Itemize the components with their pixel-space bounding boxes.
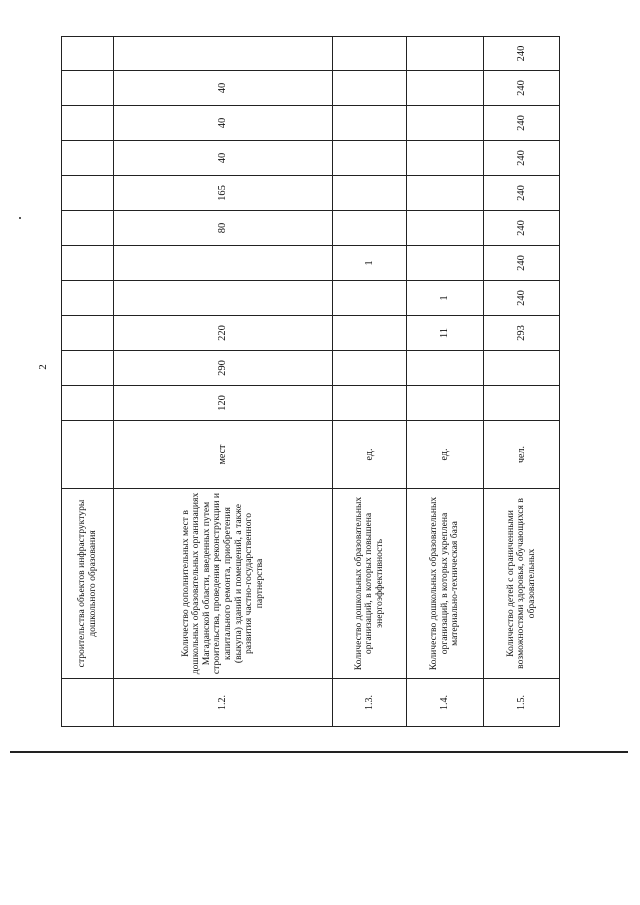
row-value bbox=[333, 281, 407, 316]
row-value: 240 bbox=[484, 211, 560, 246]
row-index: 1.3. bbox=[333, 679, 407, 727]
row-description: Количество детей с ограниченными возможностями здоровья, обучающихся в образовательных bbox=[484, 489, 560, 679]
row-value: 11 bbox=[407, 316, 484, 351]
row-unit: чел. bbox=[484, 421, 560, 489]
row-value: 240 bbox=[484, 141, 560, 176]
row-value bbox=[407, 176, 484, 211]
row-value: 240 bbox=[484, 37, 560, 71]
row-value bbox=[484, 386, 560, 421]
scan-dot bbox=[19, 217, 21, 219]
row-value bbox=[62, 281, 114, 316]
row-unit: мест bbox=[114, 421, 333, 489]
row-value bbox=[114, 37, 333, 71]
row-value bbox=[407, 37, 484, 71]
row-index: 1.2. bbox=[114, 679, 333, 727]
table-row bbox=[333, 37, 407, 727]
row-value bbox=[114, 281, 333, 316]
row-value bbox=[333, 351, 407, 386]
row-value bbox=[62, 71, 114, 106]
row-description: Количество дополнительных мест в дошкольных образовательных организациях Магаданской области, введенных путем строительства, проведения реконструкции и капитального ремонта, приобретения (выкупа) зданий и помещений, а также развития частно-государственного партнерства bbox=[114, 489, 333, 679]
row-value bbox=[333, 386, 407, 421]
row-value: 240 bbox=[484, 281, 560, 316]
row-value bbox=[333, 106, 407, 141]
row-value: 40 bbox=[114, 71, 333, 106]
row-value bbox=[333, 316, 407, 351]
row-value: 240 bbox=[484, 176, 560, 211]
row-index: 1.5. bbox=[484, 679, 560, 727]
row-value bbox=[407, 386, 484, 421]
row-value bbox=[114, 246, 333, 281]
row-value bbox=[62, 246, 114, 281]
row-value bbox=[333, 176, 407, 211]
row-description: Количество дошкольных образовательных организаций, в которых повышена энергоэффективность bbox=[333, 489, 407, 679]
row-value: 240 bbox=[484, 106, 560, 141]
row-value: 120 bbox=[114, 386, 333, 421]
row-value bbox=[407, 246, 484, 281]
row-value bbox=[407, 211, 484, 246]
row-value bbox=[407, 351, 484, 386]
row-value: 240 bbox=[484, 246, 560, 281]
row-unit bbox=[62, 421, 114, 489]
row-value bbox=[333, 37, 407, 71]
row-value: 80 bbox=[114, 211, 333, 246]
bottom-divider bbox=[10, 751, 628, 753]
row-unit: ед. bbox=[333, 421, 407, 489]
page-number: 2 bbox=[36, 364, 49, 370]
row-unit: ед. bbox=[407, 421, 484, 489]
row-value: 290 bbox=[114, 351, 333, 386]
row-value bbox=[333, 71, 407, 106]
row-index bbox=[62, 679, 114, 727]
row-value: 220 bbox=[114, 316, 333, 351]
row-value bbox=[484, 351, 560, 386]
row-value bbox=[62, 316, 114, 351]
row-value bbox=[62, 106, 114, 141]
table-row bbox=[484, 37, 560, 727]
table-row bbox=[407, 37, 484, 727]
row-value: 40 bbox=[114, 141, 333, 176]
row-value bbox=[62, 351, 114, 386]
row-value bbox=[62, 141, 114, 176]
row-value bbox=[333, 141, 407, 176]
row-value: 40 bbox=[114, 106, 333, 141]
row-index: 1.4. bbox=[407, 679, 484, 727]
table-row bbox=[62, 37, 114, 727]
row-value bbox=[62, 211, 114, 246]
row-value bbox=[407, 106, 484, 141]
row-value: 293 bbox=[484, 316, 560, 351]
row-value bbox=[62, 386, 114, 421]
row-value: 240 bbox=[484, 71, 560, 106]
indicators-table-container bbox=[61, 45, 559, 727]
indicators-table bbox=[61, 36, 560, 727]
row-value: 165 bbox=[114, 176, 333, 211]
row-value bbox=[407, 71, 484, 106]
row-value bbox=[62, 37, 114, 71]
table-row bbox=[114, 37, 333, 727]
row-value bbox=[62, 176, 114, 211]
row-value: 1 bbox=[333, 246, 407, 281]
row-description: Количество дошкольных образовательных организаций, в которых укреплена материально-техническая база bbox=[407, 489, 484, 679]
row-value: 1 bbox=[407, 281, 484, 316]
row-value bbox=[333, 211, 407, 246]
row-value bbox=[407, 141, 484, 176]
row-description: строительства объектов инфраструктуры дошкольного образования bbox=[62, 489, 114, 679]
